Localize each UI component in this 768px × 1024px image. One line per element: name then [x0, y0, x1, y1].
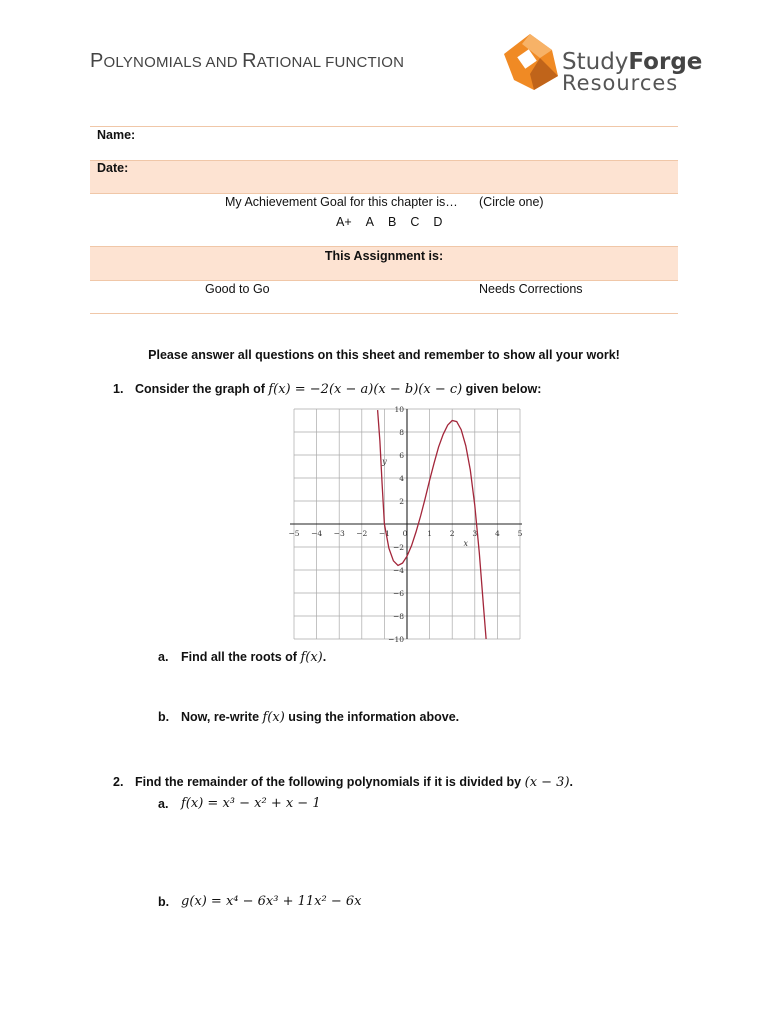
grade-option[interactable]: A+ — [336, 215, 352, 229]
instructions: Please answer all questions on this sheet and remember to show all your work! — [148, 348, 620, 362]
good-to-go-option[interactable]: Good to Go — [205, 282, 270, 296]
name-label: Name: — [97, 128, 136, 142]
y-tick-label: 8 — [399, 428, 404, 437]
x-tick-label: −2 — [356, 529, 368, 538]
grade-option[interactable]: D — [433, 215, 443, 229]
question-number: 2. — [113, 775, 124, 789]
x-axis-label: x — [463, 539, 469, 548]
y-tick-label: −10 — [388, 635, 404, 642]
x-tick-label: −5 — [288, 529, 300, 538]
grade-option[interactable]: A — [365, 215, 374, 229]
q2-part-b-label: b. — [158, 895, 170, 909]
table-border — [90, 193, 678, 194]
q1-part-b-text: Now, re-write f(x) using the information above. — [181, 710, 460, 725]
y-tick-label: 6 — [399, 451, 404, 460]
y-tick-label: 2 — [399, 497, 404, 506]
circle-one-hint: (Circle one) — [479, 195, 544, 209]
q2-part-a-label: a. — [158, 797, 169, 811]
x-tick-label: −3 — [333, 529, 345, 538]
question-number: 1. — [113, 382, 124, 396]
q1-part-a-label: a. — [158, 650, 169, 664]
x-tick-label: 1 — [427, 529, 432, 538]
achievement-goal-text: My Achievement Goal for this chapter is… — [225, 195, 458, 209]
y-tick-label: −2 — [392, 543, 404, 552]
table-border-bottom — [90, 313, 678, 314]
study-forge-logo-icon — [500, 30, 562, 94]
logo-text-study-forge: StudyForge — [562, 49, 703, 75]
x-tick-label: 5 — [517, 529, 523, 538]
y-tick-label: −8 — [392, 612, 404, 621]
y-axis-label: y — [382, 457, 387, 467]
q1-part-a-text: Find all the roots of f(x). — [181, 650, 327, 665]
q2-part-b-expression: g(x) = x⁴ − 6x³ + 11x² − 6x — [181, 894, 362, 909]
x-tick-label: 0 — [402, 529, 408, 538]
grade-options — [336, 215, 442, 229]
q1-formula: f(x) = −2(x − a)(x − b)(x − c) — [268, 382, 463, 397]
cubic-graph — [280, 402, 530, 642]
logo-text-resources: Resources — [562, 71, 679, 95]
date-row — [90, 161, 678, 193]
x-tick-label: 4 — [495, 529, 500, 538]
y-tick-label: 10 — [394, 405, 404, 414]
x-tick-label: 3 — [472, 529, 478, 538]
grade-option[interactable]: C — [410, 215, 420, 229]
y-tick-label: −6 — [392, 589, 404, 598]
q1-part-b-label: b. — [158, 710, 170, 724]
assignment-label: This Assignment is: — [324, 249, 444, 263]
needs-corrections-option[interactable]: Needs Corrections — [479, 282, 583, 296]
x-tick-label: 2 — [449, 529, 455, 538]
y-tick-label: 4 — [399, 474, 404, 483]
question-2-text: Find the remainder of the following polynomials if it is divided by (x − 3). — [135, 775, 574, 790]
table-border — [90, 280, 678, 281]
question-1-text: Consider the graph of f(x) = −2(x − a)(x − b)(x − c) given below: — [135, 382, 542, 397]
grade-option[interactable]: B — [387, 215, 397, 229]
q2-part-a-expression: f(x) = x³ − x² + x − 1 — [181, 796, 321, 811]
y-tick-label: −4 — [392, 566, 404, 575]
date-label: Date: — [97, 161, 129, 175]
x-tick-label: −1 — [378, 529, 390, 538]
table-border-top — [90, 126, 678, 127]
x-tick-label: −4 — [311, 529, 323, 538]
document-title: POLYNOMIALS AND RATIONAL FUNCTION — [90, 50, 405, 72]
